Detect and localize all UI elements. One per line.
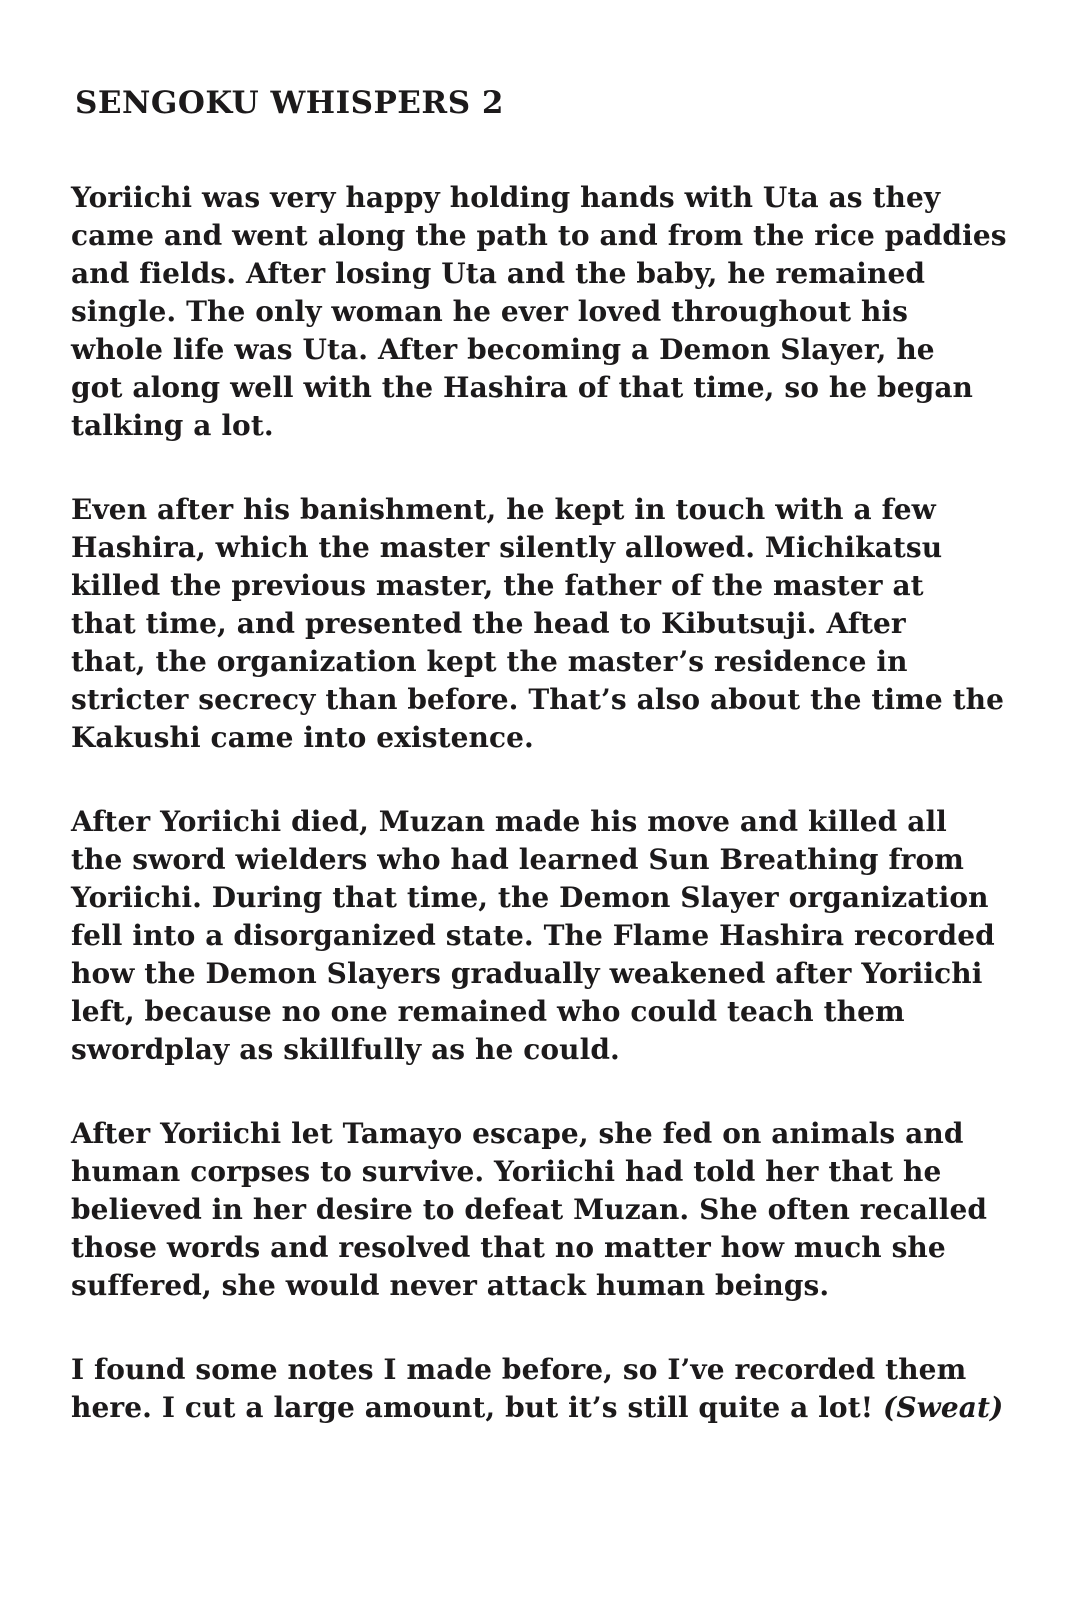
paragraph-4 xyxy=(71,1115,1009,1305)
text-line: and fields. After losing Uta and the baby, he remained xyxy=(71,257,926,290)
text-line: I found some notes I made before, so I’ve recorded them xyxy=(71,1353,967,1386)
text-line: swordplay as skillfully as he could. xyxy=(71,1033,620,1066)
text-line: killed the previous master, the father of the master at xyxy=(71,569,924,602)
text-line: whole life was Uta. After becoming a Demon Slayer, he xyxy=(71,333,935,366)
text-line: how the Demon Slayers gradually weakened after Yoriichi xyxy=(71,957,983,990)
italic-note: (Sweat) xyxy=(882,1391,1004,1424)
text-line: the sword wielders who had learned Sun Breathing from xyxy=(71,843,964,876)
text-line: After Yoriichi let Tamayo escape, she fed on animals and xyxy=(71,1117,964,1150)
paragraphs xyxy=(71,179,1009,1427)
text-line: fell into a disorganized state. The Flame Hashira recorded xyxy=(71,919,995,952)
text-line: that time, and presented the head to Kibutsuji. After xyxy=(71,607,906,640)
text-line: those words and resolved that no matter how much she xyxy=(71,1231,946,1264)
text-line: Yoriichi was very happy holding hands with Uta as they xyxy=(71,181,941,214)
text-line: came and went along the path to and from the rice paddies xyxy=(71,219,1007,252)
text-line: Even after his banishment, he kept in touch with a few xyxy=(71,493,936,526)
text-line: stricter secrecy than before. That’s also about the time the xyxy=(71,683,1005,716)
text-line: Kakushi came into existence. xyxy=(71,721,534,754)
text-line: suffered, she would never attack human beings. xyxy=(71,1269,830,1302)
paragraph-5 xyxy=(71,1351,1009,1427)
paragraph-1 xyxy=(71,179,1009,445)
text-line: human corpses to survive. Yoriichi had told her that he xyxy=(71,1155,942,1188)
paragraph-2 xyxy=(71,491,1009,757)
text-line: here. I cut a large amount, but it’s still quite a lot! (Sweat) xyxy=(71,1391,1004,1424)
paragraph-3 xyxy=(71,803,1009,1069)
text-line: got along well with the Hashira of that time, so he began xyxy=(71,371,974,404)
text-line: single. The only woman he ever loved throughout his xyxy=(71,295,909,328)
text-line: left, because no one remained who could teach them xyxy=(71,995,905,1028)
text-line: that, the organization kept the master’s residence in xyxy=(71,645,908,678)
text-line: Yoriichi. During that time, the Demon Slayer organization xyxy=(71,881,989,914)
page-title: SENGOKU WHISPERS 2 xyxy=(75,85,504,121)
text-line: believed in her desire to defeat Muzan. She often recalled xyxy=(71,1193,988,1226)
text-line: Hashira, which the master silently allowed. Michikatsu xyxy=(71,531,943,564)
text-line: After Yoriichi died, Muzan made his move and killed all xyxy=(71,805,947,838)
text-line: talking a lot. xyxy=(71,409,274,442)
